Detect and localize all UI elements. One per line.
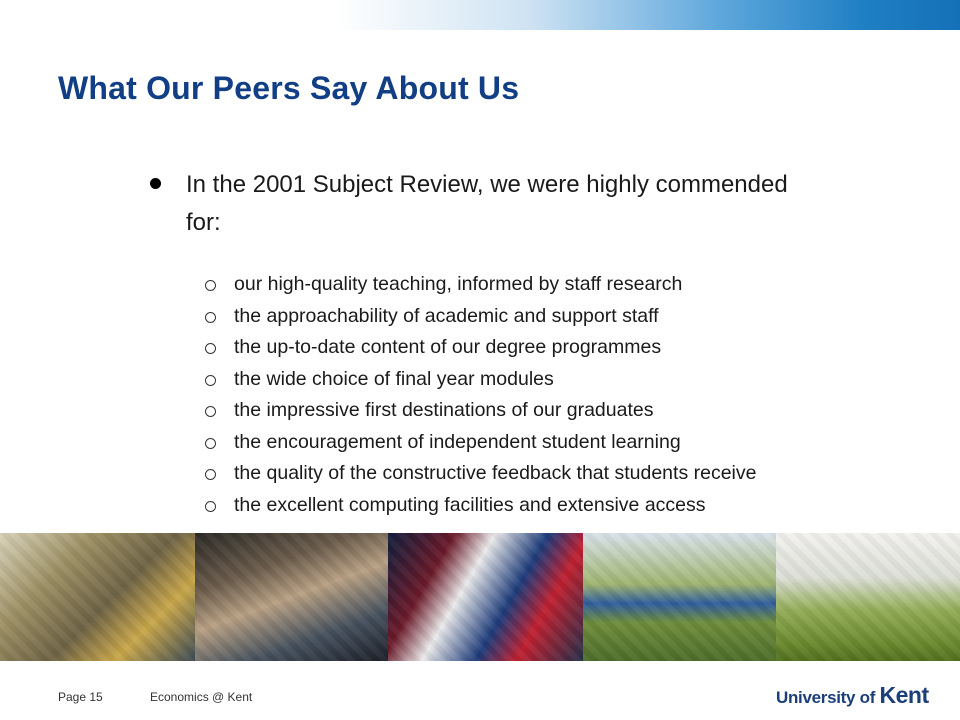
list-item <box>205 269 756 301</box>
commendation-list <box>205 269 756 521</box>
main-bullet-text: In the 2001 Subject Review, we were highly commended for: <box>186 171 788 236</box>
department-name: Economics @ Kent <box>150 690 253 704</box>
university-logo <box>776 682 929 709</box>
list-item-label: the wide choice of final year modules <box>234 367 554 390</box>
library-photo <box>0 533 195 661</box>
photo-strip <box>0 533 960 661</box>
bullet-dot-icon <box>150 178 161 189</box>
circle-bullet-icon <box>205 501 216 512</box>
list-item <box>205 490 756 522</box>
main-bullet <box>150 166 790 242</box>
list-item <box>205 301 756 333</box>
campus-walk-photo <box>776 533 960 661</box>
list-item-label: the encouragement of independent student learning <box>234 430 681 453</box>
circle-bullet-icon <box>205 406 216 417</box>
page-number: Page 15 <box>58 690 103 704</box>
circle-bullet-icon <box>205 280 216 291</box>
list-item <box>205 395 756 427</box>
list-item-label: the up-to-date content of our degree programmes <box>234 336 662 358</box>
rugby-photo <box>388 533 583 661</box>
list-item <box>205 427 756 459</box>
list-item-label: the approachability of academic and support staff <box>234 304 659 327</box>
bench-photo <box>583 533 776 661</box>
circle-bullet-icon <box>205 438 216 449</box>
list-item-label: our high-quality teaching, informed by staff research <box>234 273 683 295</box>
list-item-label: the impressive first destinations of our graduates <box>234 399 654 421</box>
slide-title: What Our Peers Say About Us <box>58 70 520 106</box>
list-item-label: the quality of the constructive feedback that students receive <box>234 462 757 484</box>
students-cafe-photo <box>195 533 388 661</box>
circle-bullet-icon <box>205 312 216 323</box>
circle-bullet-icon <box>205 469 216 480</box>
list-item <box>205 332 756 364</box>
logo-text-part2: Kent <box>879 682 929 708</box>
list-item-label: the excellent computing facilities and extensive access <box>234 493 706 516</box>
circle-bullet-icon <box>205 375 216 386</box>
list-item <box>205 364 756 396</box>
circle-bullet-icon <box>205 343 216 354</box>
header-gradient-band <box>0 0 960 30</box>
logo-text-part1: University of <box>776 688 880 707</box>
list-item <box>205 458 756 490</box>
